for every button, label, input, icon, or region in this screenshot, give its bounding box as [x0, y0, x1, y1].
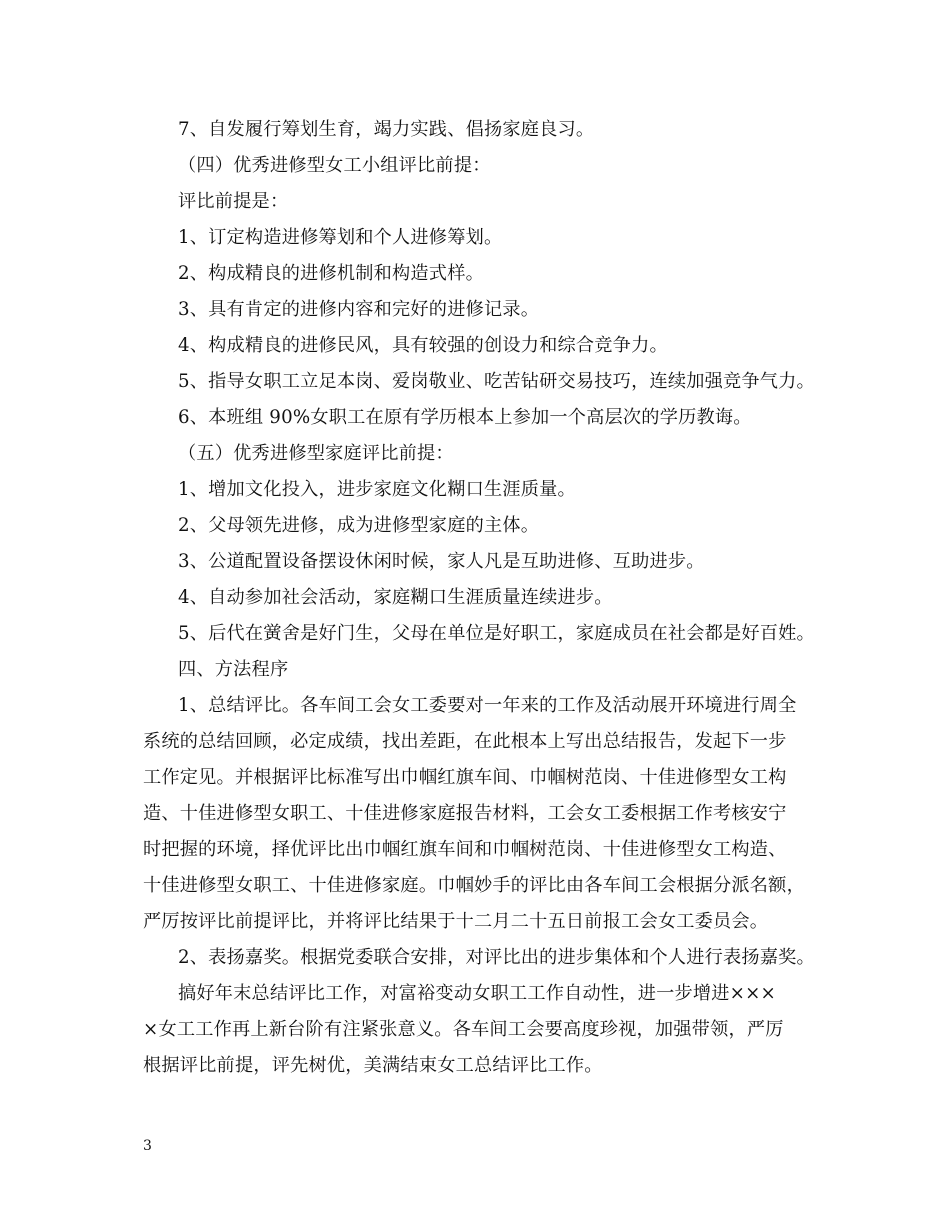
paragraph-line: 1、总结评比。各车间工会女工委要对一年来的工作及活动展开环境进行周全: [178, 695, 797, 716]
section-heading: （五）优秀进修型家庭评比前提：: [178, 443, 454, 464]
paragraph-line: 十佳进修型女职工、十佳进修家庭。巾帼妙手的评比由各车间工会根据分派名额，: [143, 875, 805, 896]
paragraph-line: 搞好年末总结评比工作，对富裕变动女职工工作自动性，进一步增进×××: [178, 983, 776, 1004]
paragraph-line: 造、十佳进修型女职工、十佳进修家庭报告材料，工会女工委根据工作考核安宁: [143, 803, 787, 824]
paragraph-line: 工作定见。并根据评比标准写出巾帼红旗车间、巾帼树范岗、十佳进修型女工构: [143, 767, 787, 788]
paragraph-line: 2、表扬嘉奖。根据党委联合安排，对评比出的进步集体和个人进行表扬嘉奖。: [178, 947, 815, 968]
paragraph-line: 严厉按评比前提评比，并将评比结果于十二月二十五日前报工会女工委员会。: [143, 911, 769, 932]
list-item: 1、订定构造进修筹划和个人进修筹划。: [178, 227, 503, 248]
list-item: 1、增加文化投入，进步家庭文化糊口生涯质量。: [178, 479, 576, 500]
paragraph-line: 时把握的环境，择优评比出巾帼红旗车间和巾帼树范岗、十佳进修型女工构造、: [143, 839, 787, 860]
text-line: 评比前提是：: [178, 191, 289, 212]
paragraph-line: 根据评比前提，评先树优，美满结束女工总结评比工作。: [143, 1055, 603, 1076]
list-item: 5、指导女职工立足本岗、爱岗敬业、吃苦钻研交易技巧，连续加强竞争气力。: [178, 371, 815, 392]
list-item: 2、构成精良的进修机制和构造式样。: [178, 263, 484, 284]
list-item: 2、父母领先进修，成为进修型家庭的主体。: [178, 515, 540, 536]
paragraph-line: 系统的总结回顾，必定成绩，找出差距，在此根本上写出总结报告，发起下一步: [143, 731, 787, 752]
text-line: 7、自发履行筹划生育，竭力实践、倡扬家庭良习。: [178, 119, 595, 140]
paragraph-line: ×女工工作再上新台阶有注紧张意义。各车间工会要高度珍视，加强带领，严厉: [143, 1019, 784, 1040]
list-item: 3、具有肯定的进修内容和完好的进修记录。: [178, 299, 540, 320]
list-item: 4、构成精良的进修民风，具有较强的创设力和综合竞争力。: [178, 335, 668, 356]
list-item: 5、后代在黉舍是好门生，父母在单位是好职工，家庭成员在社会都是好百姓。: [178, 623, 815, 644]
list-item: 3、公道配置设备摆设休闲时候，家人凡是互助进修、互助进步。: [178, 551, 705, 572]
list-item: 4、自动参加社会活动，家庭糊口生涯质量连续进步。: [178, 587, 613, 608]
list-item: 6、本班组 90%女职工在原有学历根本上参加一个高层次的学历教诲。: [178, 407, 752, 428]
page-number: 3: [143, 1138, 152, 1154]
section-heading: （四）优秀进修型女工小组评比前提：: [178, 155, 491, 176]
section-heading: 四、方法程序: [178, 659, 289, 680]
